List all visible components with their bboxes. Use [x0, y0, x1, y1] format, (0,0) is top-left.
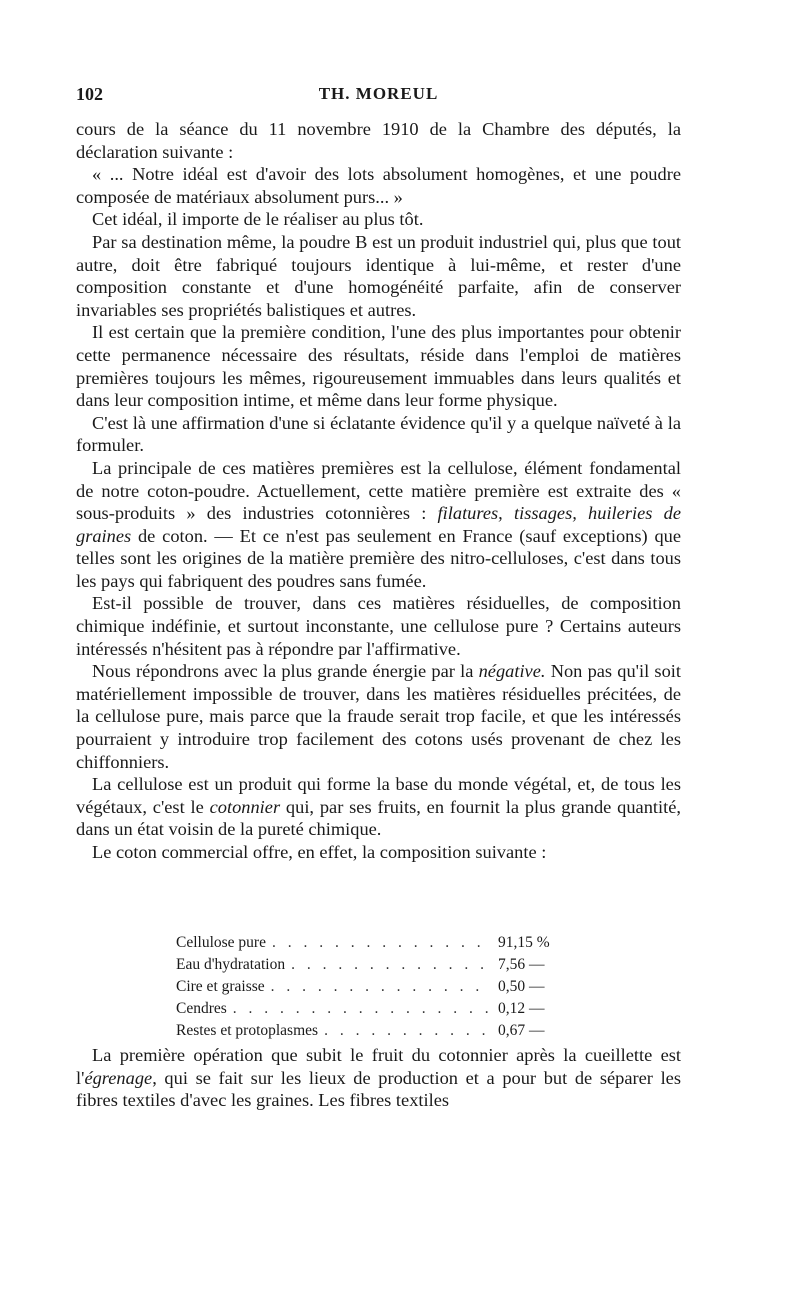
- paragraph: C'est là une affirmation d'une si éclatante évidence qu'il y a quelque naïveté à la formuler.: [76, 412, 681, 456]
- text-span: Nous répondrons avec la plus grande énergie par la: [92, 661, 479, 682]
- dot-leader: [324, 1020, 492, 1042]
- component-label: Eau d'hydratation: [176, 956, 286, 973]
- component-value: 0,50 —: [498, 978, 545, 995]
- italic-span: filatures, tissages, huileries de graines: [76, 503, 681, 546]
- paragraph: Est-il possible de trouver, dans ces matières résiduelles, de composition chimique indéfinie, et surtout inconstante, une cellulose pure ? Certains auteurs intéressés n'hésitent pas à répondre par l'affirmative.: [76, 593, 681, 659]
- text-span: La première opération que subit le fruit du cotonnier après la cueillette est l': [76, 1045, 681, 1088]
- component-value: 0,67 —: [498, 1022, 545, 1039]
- page-number: 102: [76, 84, 103, 104]
- dot-leader: [272, 932, 492, 954]
- table-row: [176, 932, 576, 954]
- paragraph: Il est certain que la première condition, l'une des plus importantes pour obtenir cette permanence nécessaire des résultats, réside dans l'emploi de matières premières toujours les mêmes, rigoureusement immuables dans leurs qualités et dans leur composition intime, et même dans leur forme physique.: [76, 322, 681, 411]
- paragraph: Par sa destination même, la poudre B est un produit industriel qui, plus que tout autre, doit être fabriqué toujours identique à lui-même, et rester d'une composition constante et d'une homogénéité parfaite, afin de conserver invariables ses propriétés balistiques et autres.: [76, 231, 681, 320]
- running-head: TH. MOREUL: [318, 84, 439, 103]
- body-text: [76, 118, 681, 864]
- paragraph: Cet idéal, il importe de le réaliser au plus tôt.: [92, 209, 424, 230]
- text-span: La cellulose est un produit qui forme la base du monde végétal, et, de tous les végétaux, c'est le: [76, 774, 681, 817]
- paragraph: [76, 457, 681, 593]
- dot-leader: [271, 976, 492, 998]
- paragraph: « ... Notre idéal est d'avoir des lots absolument homogènes, et une poudre composée de matériaux absolument purs... »: [76, 164, 681, 207]
- page-header: [76, 84, 681, 106]
- paragraph: [76, 660, 681, 773]
- component-value: 0,12 —: [498, 1000, 545, 1017]
- composition-table: [176, 932, 576, 1042]
- table-row: [176, 998, 576, 1020]
- dot-leader: [233, 998, 492, 1020]
- text-span: de coton. — Et ce n'est pas seulement en France (sauf exceptions) que telles sont les origines de la matière première des nitro-celluloses, c'est dans tous les pays qui fabriquent des poudres sans fumée.: [76, 525, 681, 591]
- paragraph: [76, 773, 681, 841]
- dot-leader: [291, 954, 492, 976]
- paragraph: Le coton commercial offre, en effet, la composition suivante :: [92, 842, 547, 862]
- text-span: Non pas qu'il soit matériellement impossible de trouver, dans les matières résiduelles précitées, de la cellulose pure, mais parce que la fraude serait trop facile, et que les intéressés pourraient y introduire trop facilement des cotons usés provenant de chez les chiffonniers.: [76, 661, 681, 772]
- component-label: Restes et protoplasmes: [176, 1022, 319, 1039]
- text-span: , qui se fait sur les lieux de production et a pour but de séparer les fibres textiles d'avec les graines. Les fibres textiles: [76, 1067, 681, 1111]
- text-span: La principale de ces matières premières est la cellulose, élément fondamental de notre coton-poudre. Actuellement, cette matière première est extraite des « sous-produits » des industries cotonnières :: [76, 457, 681, 524]
- bottom-text: [76, 1044, 681, 1112]
- text-span: qui, par ses fruits, en fournit la plus grande quantité, dans un état voisin de la pureté chimique.: [76, 796, 681, 840]
- component-label: Cire et graisse: [176, 978, 265, 995]
- component-value: 7,56 —: [498, 956, 545, 973]
- paragraph: cours de la séance du 11 novembre 1910 de la Chambre des députés, la déclaration suivante :: [76, 119, 681, 162]
- italic-span: cotonnier: [209, 796, 281, 817]
- italic-span: négative.: [478, 661, 546, 682]
- component-label: Cendres: [176, 1000, 227, 1017]
- table-row: [176, 976, 576, 998]
- component-label: Cellulose pure: [176, 934, 266, 951]
- table-row: [176, 954, 576, 976]
- table-row: [176, 1020, 576, 1042]
- component-value: 91,15 %: [498, 934, 550, 951]
- paragraph: [76, 1044, 681, 1112]
- italic-span: égrenage: [84, 1067, 153, 1088]
